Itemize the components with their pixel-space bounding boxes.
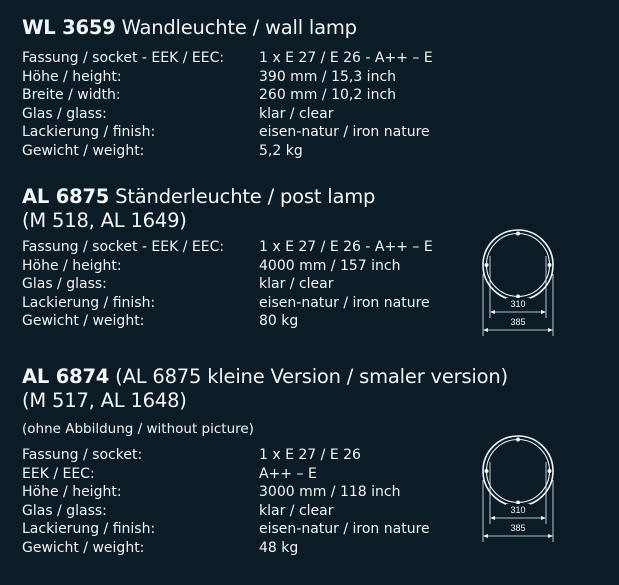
spec-label: Glas / glass: [22, 502, 107, 519]
product-title [22, 185, 433, 209]
spec-label: Breite / width: [22, 87, 121, 103]
spec-label: Glas / glass: [22, 105, 107, 122]
spec-value: eisen-natur / iron nature [259, 521, 430, 537]
spec-value: 1 x E 27 / E 26 - A++ – E [259, 239, 433, 255]
spec-label: Lackierung / finish: [22, 521, 156, 537]
spec-label: Fassung / socket - EEK / EEC: [22, 50, 225, 66]
spec-row [22, 520, 508, 539]
spec-label: Glas / glass: [22, 276, 107, 292]
product-subtitle: (M 517, AL 1648) [22, 389, 187, 412]
spec-value: 48 kg [259, 539, 299, 556]
product-name: Wandleuchte / wall lamp [115, 16, 357, 39]
product-note: (ohne Abbildung / without picture) [22, 421, 254, 437]
spec-row [22, 142, 433, 161]
spec-row [22, 539, 508, 558]
product-code: AL 6874 [22, 365, 110, 388]
base-cross-section-drawing [474, 432, 568, 544]
spec-value: 1 x E 27 / E 26 [259, 447, 361, 463]
spec-row [22, 502, 508, 521]
spec-row [22, 123, 433, 142]
spec-row [22, 465, 508, 484]
spec-label: Lackierung / finish: [22, 294, 156, 311]
spec-value: klar / clear [259, 105, 334, 122]
spec-value: klar / clear [259, 502, 334, 519]
spec-row [22, 68, 433, 87]
spec-label: Lackierung / finish: [22, 124, 156, 140]
dim-inner-label: 310 [510, 299, 526, 309]
spec-label: Höhe / height: [22, 68, 122, 85]
product-name: (AL 6875 kleine Version / smaler version) [109, 365, 508, 388]
spec-value: 1 x E 27 / E 26 - A++ – E [259, 50, 433, 66]
spec-value: klar / clear [259, 276, 334, 292]
spec-row [22, 238, 433, 257]
spec-list [22, 49, 433, 160]
spec-value: eisen-natur / iron nature [259, 294, 430, 311]
spec-row [22, 86, 433, 105]
spec-value: eisen-natur / iron nature [259, 124, 430, 140]
spec-value: 5,2 kg [259, 142, 303, 159]
spec-label: Höhe / height: [22, 484, 122, 500]
spec-row [22, 294, 433, 313]
spec-value: 3000 mm / 118 inch [259, 484, 401, 500]
spec-label: Fassung / socket - EEK / EEC: [22, 239, 225, 255]
spec-label: EEK / EEC: [22, 465, 95, 482]
spec-row [22, 483, 508, 502]
spec-row [22, 257, 433, 276]
spec-label: Fassung / socket: [22, 447, 143, 463]
spec-value: 390 mm / 15,3 inch [259, 68, 397, 85]
spec-label: Gewicht / weight: [22, 142, 145, 159]
spec-row [22, 49, 433, 68]
product-title [22, 16, 433, 40]
product-code: WL 3659 [22, 16, 116, 39]
dim-inner-label: 310 [510, 505, 526, 515]
base-cross-section-drawing [474, 226, 568, 338]
spec-label: Höhe / height: [22, 257, 122, 274]
spec-value: A++ – E [259, 465, 317, 482]
spec-label: Gewicht / weight: [22, 313, 145, 329]
spec-value: 4000 mm / 157 inch [259, 257, 401, 274]
spec-value: 80 kg [259, 313, 299, 329]
product-wl3659 [22, 16, 433, 160]
spec-row [22, 105, 433, 124]
spec-list [22, 238, 433, 331]
product-title [22, 365, 508, 389]
dim-outer-label: 385 [510, 523, 526, 533]
spec-value: 260 mm / 10,2 inch [259, 87, 397, 103]
spec-label: Gewicht / weight: [22, 539, 145, 556]
dim-outer-label: 385 [510, 317, 526, 327]
spec-row [22, 312, 433, 331]
spec-row [22, 275, 433, 294]
spec-row [22, 446, 508, 465]
product-name: Ständerleuchte / post lamp [109, 185, 376, 208]
product-code: AL 6875 [22, 185, 110, 208]
product-subtitle: (M 518, AL 1649) [22, 209, 187, 232]
product-al6875 [22, 185, 433, 331]
spec-list [22, 446, 508, 557]
product-al6874 [22, 365, 508, 557]
